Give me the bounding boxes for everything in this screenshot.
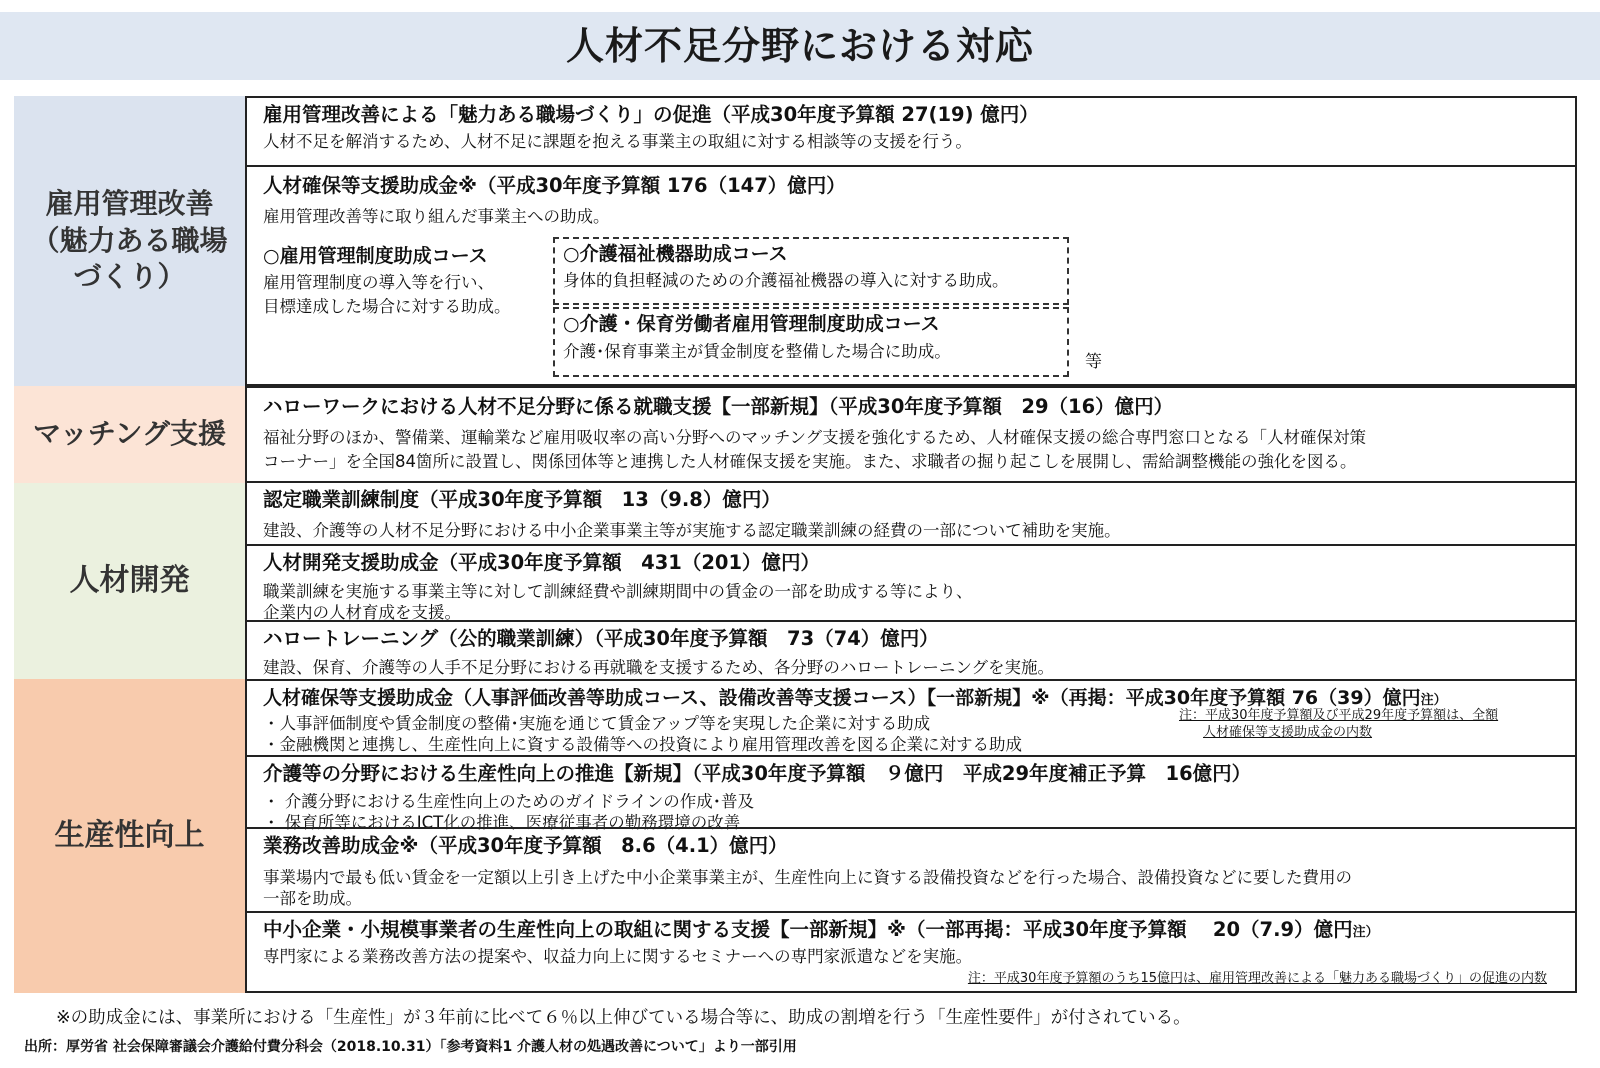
course-care-childcare (553, 307, 1069, 377)
source-citation: 出所：厚労省 社会保障審議会介護給付費分科会（2018.10.31）「参考資料1 介護人材の処遇改善について」より一部引用 (24, 1039, 797, 1055)
item-heading: 人材確保等支援助成金※（平成30年度予算額 176（147）億円） (263, 174, 846, 197)
item-heading-text: 人材確保等支援助成金（人事評価改善等助成コース、設備改善等支援コース）【一部新規】※（再掲：平成30年度予算額 76（39）億円 (263, 687, 1421, 709)
item-bullet2: ・ 保育所等におけるICT化の推進、医療従事者の勤務環境の改善 (263, 813, 741, 832)
course-title: ○雇用管理制度助成コース (263, 245, 488, 267)
etc-label: 等 (1085, 352, 1102, 372)
item-bullet2: ・金融機関と連携し、生産性向上に資する設備等への投資により雇用管理改善を図る企業に対する助成 (263, 735, 1022, 754)
course-desc-line1: 雇用管理制度の導入等を行い、 (263, 273, 494, 292)
note-mark: 注） (1352, 925, 1379, 940)
item-heading: 人材開発支援助成金（平成30年度予算額 431（201）億円） (263, 551, 821, 574)
course-employment-system (263, 243, 543, 317)
note-mark: 注） (1420, 693, 1447, 708)
course-title: ○介護・保育労働者雇用管理制度助成コース (563, 313, 940, 335)
item-heading: 認定職業訓練制度（平成30年度予算額 13（9.8）億円） (263, 488, 781, 511)
category-employment-management (14, 96, 245, 386)
category-label: 雇用管理改善 （魅力ある職場 づくり） (31, 186, 228, 294)
item-heading: 業務改善助成金※（平成30年度予算額 8.6（4.1）億円） (263, 834, 788, 857)
budget-note (1179, 707, 1569, 741)
category-matching-support (14, 386, 245, 483)
course-desc: 介護･保育事業主が賃金制度を整備した場合に助成。 (563, 342, 951, 361)
item-heading: 介護等の分野における生産性向上の推進【新規】（平成30年度予算額 ９億円 平成29年度補正予算 16億円） (263, 762, 1252, 785)
item-description-line1: 職業訓練を実施する事業主等に対して訓練経費や訓練期間中の賃金の一部を助成する等により、 (263, 582, 973, 601)
item-certified-training (245, 481, 1577, 546)
item-heading: ハロートレーニング（公的職業訓練）（平成30年度予算額 73（74）億円） (263, 627, 939, 650)
item-description-line2: コーナー」を全国84箇所に設置し、関係団体等と連携した人材確保支援を実施。また、求職者の掘り起こしを展開し、需給調整機能の強化を図る。 (263, 452, 1357, 471)
item-hello-training (245, 620, 1577, 681)
course-title: ○介護福祉機器助成コース (563, 243, 788, 265)
item-securing-subsidy (245, 165, 1577, 386)
item-description-line2: 企業内の人材育成を支援。 (263, 603, 461, 622)
item-description: 人材不足を解消するため、人材不足に課題を抱える事業主の取組に対する相談等の支援を行う。 (263, 132, 972, 151)
course-care-equipment (553, 237, 1069, 305)
item-bullet1: ・人事評価制度や賃金制度の整備･実施を通じて賃金アップ等を実現した企業に対する助成 (263, 714, 931, 733)
item-description: 建設、保育、介護等の人手不足分野における再就職を支援するため、各分野のハロートレーニングを実施。 (263, 658, 1055, 677)
category-productivity (14, 679, 245, 993)
item-description: 建設、介護等の人材不足分野における中小企業事業主等が実施する認定職業訓練の経費の一部について補助を実施。 (263, 521, 1121, 540)
item-heading: 雇用管理改善による「魅力ある職場づくり」の促進（平成30年度予算額 27(19) 億円） (263, 103, 1039, 126)
item-description-line1: 福祉分野のほか、警備業、運輸業など雇用吸収率の高い分野へのマッチング支援を強化するため、人材確保支援の総合専門窓口となる「人材確保対策 (263, 428, 1367, 447)
item-attractive-workplace (245, 96, 1577, 167)
category-label: 人材開発 (69, 563, 190, 599)
item-care-productivity (245, 755, 1577, 832)
category-label: マッチング支援 (33, 417, 226, 451)
page-title: 人材不足分野における対応 (565, 24, 1034, 68)
item-description: 専門家による業務改善方法の提案や、収益力向上に関するセミナーへの専門家派遣などを実施。 (263, 947, 973, 966)
item-business-improvement-subsidy (245, 827, 1577, 913)
category-label: 生産性向上 (54, 818, 205, 854)
course-desc-line2: 目標達成した場合に対する助成。 (263, 297, 511, 316)
item-hr-development-subsidy (245, 544, 1577, 622)
item-description-line2: 一部を助成。 (263, 889, 362, 908)
item-hellowork-support (245, 386, 1577, 483)
item-description-line1: 事業場内で最も低い賃金を一定額以上引き上げた中小企業事業主が、生産性向上に資する設備投資などを行った場合、設備投資などに要した費用の (263, 868, 1352, 887)
item-hr-evaluation-subsidy (245, 679, 1577, 757)
item-heading (263, 917, 1575, 943)
footnote: ※の助成金には、事業所における「生産性」が３年前に比べて６％以上伸びている場合等に、助成の割増を行う「生産性要件」が付されている。 (56, 1008, 1191, 1028)
item-heading-text: 中小企業・小規模事業者の生産性向上の取組に関する支援【一部新規】※（一部再掲：平成30年度予算額 20（7.9）億円 (263, 918, 1353, 941)
category-human-resource-development (14, 483, 245, 679)
note-line1: 注：平成30年度予算額及び平成29年度予算額は、全額 (1179, 708, 1499, 723)
item-sme-productivity-support (245, 911, 1577, 993)
course-desc: 身体的負担軽減のための介護福祉機器の導入に対する助成。 (563, 271, 1009, 290)
item-bullet1: ・ 介護分野における生産性向上のためのガイドラインの作成･普及 (263, 792, 755, 811)
note-line2: 人材確保等支援助成金の内数 (1203, 725, 1373, 740)
budget-note: 注：平成30年度予算額のうち15億円は、雇用管理改善による「魅力ある職場づくり」の促進の内数 (967, 971, 1547, 986)
item-description: 雇用管理改善等に取り組んだ事業主への助成。 (263, 207, 610, 226)
item-heading: ハローワークにおける人材不足分野に係る就職支援【一部新規】（平成30年度予算額 29（16）億円） (263, 395, 1174, 418)
